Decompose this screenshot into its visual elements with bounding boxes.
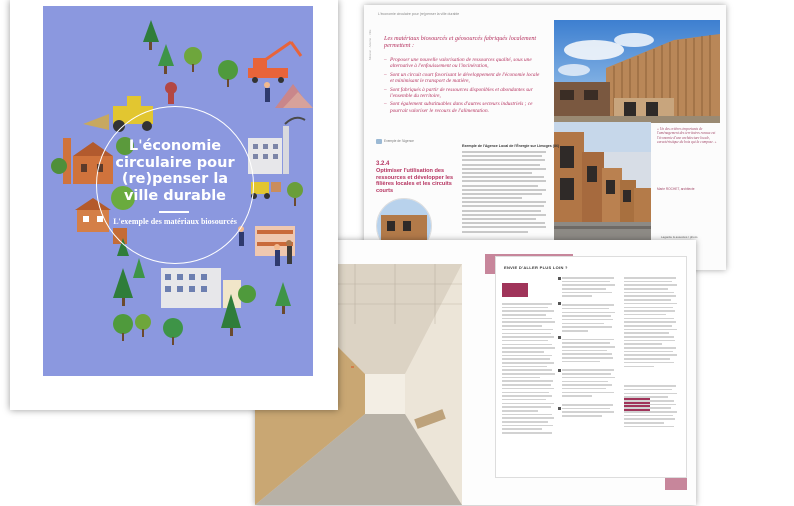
cover-illustration (43, 6, 313, 376)
bullet-icon (558, 369, 561, 372)
quote-list (384, 57, 544, 116)
excavator-icon (248, 42, 301, 83)
page-header: L'économie circulaire pour (re)penser la ville durable (378, 12, 460, 16)
quote-item: – Sont fabriqués à partir de ressources disponibles et abondantes sur l'ensemble du territoire, (384, 87, 544, 100)
quote-title: Les matériaux biosourcés et géosourcés fabriqués localement permettent : (384, 35, 537, 50)
panel-column (502, 277, 556, 467)
section-chip-label: Exemple de l'Agence (384, 139, 414, 143)
title-divider (159, 211, 189, 213)
section-title: Optimiser l'utilisation des ressources et développer les filières locales et les circuits courts (376, 168, 454, 194)
body-text-column (462, 151, 548, 239)
document-page-back (364, 5, 726, 270)
panel-column (562, 277, 616, 467)
bullet-icon (558, 277, 561, 280)
footer-credit: Lagarde & associés / photo (661, 235, 698, 239)
section-number: 3.2.4 (376, 161, 390, 167)
bullet-icon (558, 302, 561, 305)
panel-title: ENVIE D'ALLER PLUS LOIN ? (504, 265, 568, 270)
section-icon (376, 139, 382, 144)
tree-icon (143, 20, 159, 50)
quote-item: – Sont un circuit court favorisant le développement de l'économie locale et minimisant le transport de matière, (384, 72, 544, 85)
photo-caption: « Un des critères importants de l'aménagement des territoires ruraux est l'économie d'une architecture locale, caractéristique du bois qui la compose. » (657, 127, 717, 145)
cover-title: L'économie circulaire pour (re)penser la ville durable (115, 138, 235, 204)
bullet-icon (558, 336, 561, 339)
cover-subtitle: L'exemple des matériaux biosourcés (113, 217, 237, 226)
column-heading: Exemple de l'Agence Local de l'Énergie sur Limoges (86) (462, 144, 560, 148)
report-cover (10, 0, 338, 410)
building-photo-wide (554, 20, 720, 123)
bullet-icon (558, 407, 561, 410)
panel-column (624, 277, 678, 467)
building-photo-street (554, 122, 651, 240)
quote-item: – Sont également substituables dans d'autres secteurs industriels ; ce pourrait valoriser le recours de l'alimentation. (384, 101, 544, 114)
side-label: Mission · Ademe · Ville (368, 29, 372, 60)
quote-item: – Proposer une nouvelle valorisation de ressources qualité, sous une alternative à l'enfouissement ou l'incinération, (384, 57, 544, 70)
photo-credit: Marie ROCHET, architecte (657, 187, 695, 191)
further-reading-panel (495, 256, 687, 478)
